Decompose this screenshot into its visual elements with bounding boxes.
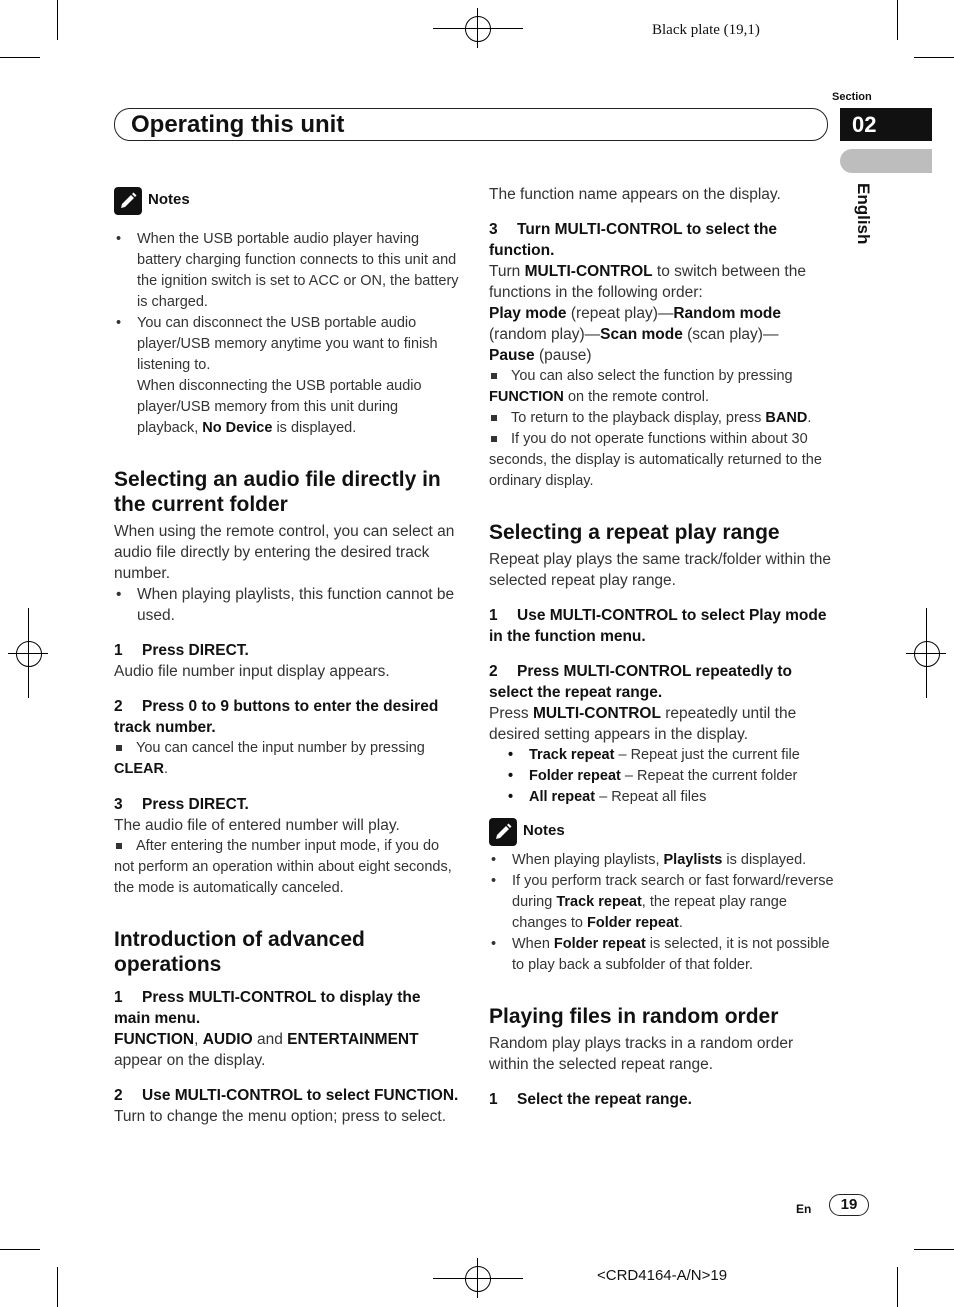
language-code: En bbox=[796, 1202, 812, 1216]
page-title-bar bbox=[114, 108, 828, 141]
crop-mark bbox=[0, 1249, 40, 1250]
step-note: If you do not operate functions within about 30 seconds, the display is automatically returned to the ordinary display. bbox=[489, 429, 834, 492]
section-heading: Playing files in random order bbox=[489, 1005, 779, 1028]
notes-header bbox=[114, 187, 459, 217]
section-heading: Introduction of advanced operations bbox=[114, 928, 365, 976]
document-code: <CRD4164-A/N>19 bbox=[597, 1267, 728, 1284]
step-note: You can also select the function by pressing FUNCTION on the remote control. bbox=[489, 366, 834, 408]
plate-label: Black plate (19,1) bbox=[652, 22, 760, 38]
paragraph: Turn to change the menu option; press to select. bbox=[114, 1108, 447, 1125]
crop-mark bbox=[897, 1267, 898, 1307]
paragraph: Audio file number input display appears. bbox=[114, 663, 390, 680]
note-item-continued: When disconnecting the USB portable audio player/USB memory from this unit during playback, No Device is displayed. bbox=[137, 378, 422, 436]
step-heading: 2 Use MULTI-CONTROL to select FUNCTION. bbox=[114, 1087, 459, 1104]
notes-pencil-icon bbox=[489, 818, 517, 846]
step-heading: 1 Press DIRECT. bbox=[114, 642, 249, 659]
paragraph: The audio file of entered number will play. bbox=[114, 817, 400, 834]
section-heading: Selecting an audio file directly in the current folder bbox=[114, 468, 441, 516]
registration-mark bbox=[465, 1266, 491, 1292]
language-tab bbox=[840, 149, 932, 173]
crop-mark bbox=[0, 57, 40, 58]
step-heading: 1 Use MULTI-CONTROL to select Play mode in the function menu. bbox=[489, 607, 827, 645]
section-heading: Selecting a repeat play range bbox=[489, 521, 780, 544]
paragraph: Repeat play plays the same track/folder within the selected repeat play range. bbox=[489, 551, 832, 589]
step-heading: 3 Turn MULTI-CONTROL to select the function. bbox=[489, 221, 778, 259]
note-item: • If you perform track search or fast forward/reverse during Track repeat, the repeat play range changes to Folder repeat. bbox=[489, 871, 834, 934]
function-order: Play mode (repeat play)—Random mode (random play)—Scan mode (scan play)— Pause (pause) bbox=[489, 305, 782, 364]
crop-mark bbox=[57, 0, 58, 40]
repeat-option: • Folder repeat – Repeat the current folder bbox=[489, 766, 834, 787]
paragraph: The function name appears on the display. bbox=[489, 186, 781, 203]
step-heading: 2 Press MULTI-CONTROL repeatedly to select the repeat range. bbox=[489, 663, 793, 701]
step-heading: 2 Press 0 to 9 buttons to enter the desired track number. bbox=[114, 698, 439, 736]
right-column bbox=[489, 184, 834, 1110]
page-number: 19 bbox=[829, 1194, 869, 1216]
repeat-option: • Track repeat – Repeat just the current file bbox=[489, 745, 834, 766]
left-column bbox=[114, 187, 459, 1127]
page-title: Operating this unit bbox=[131, 111, 345, 138]
registration-mark bbox=[465, 16, 491, 42]
step-note: After entering the number input mode, if you do not perform an operation within about eight seconds, the mode is automatically canceled. bbox=[114, 836, 459, 899]
notes-label: Notes bbox=[523, 822, 565, 839]
step-note: You can cancel the input number by pressing CLEAR. bbox=[114, 738, 459, 780]
crop-mark bbox=[914, 1249, 954, 1250]
paragraph: Random play plays tracks in a random order within the selected repeat range. bbox=[489, 1035, 794, 1073]
crop-mark bbox=[897, 0, 898, 40]
list-item: • When playing playlists, this function cannot be used. bbox=[114, 584, 459, 626]
language-label: English bbox=[854, 183, 873, 245]
note-item: • You can disconnect the USB portable audio player/USB memory anytime you want to finish listening to. bbox=[114, 313, 459, 376]
section-number: 02 bbox=[840, 108, 932, 141]
repeat-option: • All repeat – Repeat all files bbox=[489, 787, 834, 808]
step-heading: 1 Select the repeat range. bbox=[489, 1091, 692, 1108]
note-item: • When playing playlists, Playlists is displayed. bbox=[489, 850, 834, 871]
paragraph: When using the remote control, you can select an audio file directly by entering the desired track number. bbox=[114, 523, 455, 582]
notes-pencil-icon bbox=[114, 187, 142, 215]
note-item: • When the USB portable audio player having battery charging function connects to this unit and the ignition switch is set to ACC or ON, the battery is charged. bbox=[114, 229, 459, 313]
step-heading: 1 Press MULTI-CONTROL to display the main menu. bbox=[114, 989, 421, 1027]
note-item: • When Folder repeat is selected, it is not possible to play back a subfolder of that folder. bbox=[489, 934, 834, 976]
registration-mark bbox=[914, 641, 940, 667]
section-label: Section bbox=[832, 91, 872, 103]
paragraph: Turn MULTI-CONTROL to switch between the functions in the following order: bbox=[489, 263, 806, 301]
paragraph: Press MULTI-CONTROL repeatedly until the desired setting appears in the display. bbox=[489, 705, 797, 743]
notes-label: Notes bbox=[148, 191, 190, 208]
paragraph: FUNCTION, AUDIO and ENTERTAINMENT appear on the display. bbox=[114, 1031, 419, 1069]
crop-mark bbox=[914, 57, 954, 58]
notes-header bbox=[489, 818, 834, 848]
crop-mark bbox=[57, 1267, 58, 1307]
step-heading: 3 Press DIRECT. bbox=[114, 796, 249, 813]
registration-mark bbox=[16, 641, 42, 667]
step-note: To return to the playback display, press BAND. bbox=[489, 408, 834, 429]
